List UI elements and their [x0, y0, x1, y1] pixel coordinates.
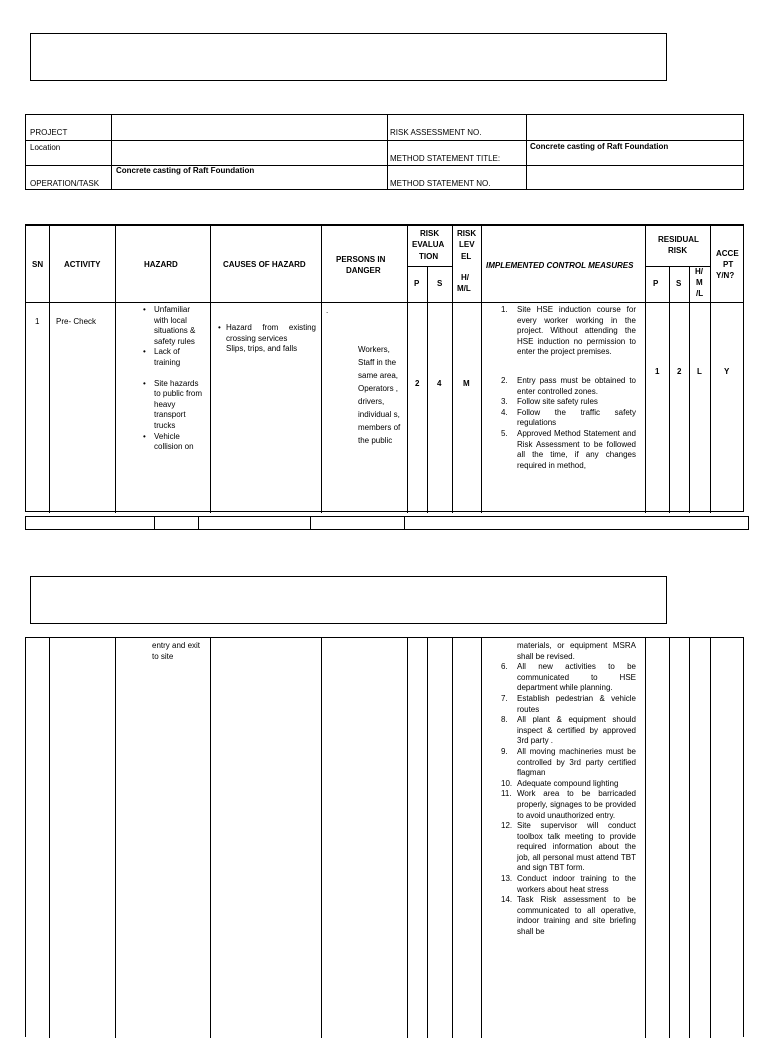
risk-table-continued: [25, 637, 744, 1037]
control-measure-number: 10.: [501, 778, 513, 788]
header-risk-level-1: RISK: [457, 229, 477, 238]
control-measure-text: Site HSE induction course for every worker working in the project. Without attending the HSE induction no permission to enter the project premises.: [517, 305, 636, 357]
header-causes: CAUSES OF HAZARD: [223, 260, 306, 269]
control-measure-text: Task Risk assessment to be communicated to all operative, indoor training and site briefing shall be: [517, 895, 636, 937]
control-measure-item: [501, 694, 636, 715]
control-measure-number: 9.: [501, 746, 508, 756]
control-measure-text: Entry pass must be obtained to enter controlled zones.: [517, 375, 636, 396]
control-measure-item: [501, 789, 636, 821]
header-risk-eval-2: EVALUA: [412, 240, 445, 249]
hazard-item: • Site hazards to public from heavy transport trucks: [154, 379, 204, 432]
control-measure-item: [501, 895, 636, 937]
method-statement-title-value: Concrete casting of Raft Foundation: [530, 142, 669, 151]
header-p: P: [414, 279, 420, 288]
header-persons-1: PERSONS IN: [336, 255, 386, 264]
control-measure-number: 12.: [501, 821, 513, 831]
control-measure-item: [501, 779, 636, 790]
hazard-item: • Lack of training: [154, 347, 204, 368]
header-control: IMPLEMENTED CONTROL MEASURES: [486, 261, 634, 270]
header-residual-h-2: M: [696, 278, 703, 287]
control-measure-text: Work area to be barricaded properly, signages to be provided to avoid unauthorized entry.: [517, 789, 636, 820]
control-measure-number: 7.: [501, 693, 508, 703]
control-measure-item: [501, 408, 636, 429]
header-risk-eval-3: TION: [419, 252, 439, 261]
header-residual-1: RESIDUAL: [658, 235, 699, 244]
control-measure-item: [501, 397, 636, 408]
info-table: [25, 114, 744, 190]
row-hazards: [142, 305, 204, 453]
header-risk-eval-1: RISK: [420, 229, 440, 238]
control-measure-text: Follow the traffic safety regulations: [517, 407, 636, 428]
control-measure-number: 8.: [501, 715, 508, 725]
page-header-box: [30, 33, 667, 81]
row-sn: 1: [35, 317, 40, 326]
persons-dot: .: [326, 306, 329, 315]
control-measure-item: [501, 821, 636, 874]
control-measure-text: Site supervisor will conduct toolbox talk meeting to provide required information about the job, all personal must attend TBT and sign TBT form.: [517, 821, 636, 873]
header-residual-h-1: H/: [695, 267, 703, 276]
control-measure-number: 1.: [501, 305, 508, 314]
control-measure-item: [501, 376, 636, 397]
hazard-item: • Unfamiliar with local situations & safety rules: [154, 305, 204, 347]
row-controls: [501, 305, 636, 471]
header-residual-2: RISK: [668, 246, 688, 255]
cause-2: Slips, trips, and falls: [226, 344, 298, 354]
control-measure-item: [501, 715, 636, 747]
control-measure-number: 2.: [501, 375, 508, 385]
control-measure-text: Establish pedestrian & vehicle routes: [517, 693, 636, 714]
cause-1: Hazard from existing crossing services: [226, 323, 316, 343]
location-label: Location: [30, 143, 61, 152]
row-residual-level: L: [697, 367, 702, 376]
control-measure-text: Follow site safety rules: [517, 397, 598, 407]
control-measure-text: Conduct indoor training to the workers about heat stress: [517, 874, 636, 894]
row-residual-p: 1: [655, 367, 660, 376]
control-measure-item: [501, 429, 636, 471]
header-accept-2: PT: [723, 260, 734, 269]
control-measure-item: [501, 305, 636, 358]
control-measure-text: All moving machineries must be controlled by 3rd party certified flagman: [517, 746, 636, 778]
control-continued-text: materials, or equipment MSRA shall be revised.: [517, 641, 636, 661]
method-statement-no-label: METHOD STATEMENT NO.: [390, 179, 491, 188]
control-measure-item: [501, 747, 636, 779]
control-measure-text: All plant & equipment should inspect & certified by approved 3rd party .: [517, 715, 636, 746]
control-measure-number: 6.: [501, 662, 508, 672]
row-activity: Pre- Check: [56, 317, 97, 326]
control-measure-number: 14.: [501, 895, 513, 905]
risk-table: [25, 224, 744, 512]
method-statement-title-label: METHOD STATEMENT TITLE:: [390, 154, 501, 163]
controls-continued: [501, 641, 636, 938]
control-measure-number: 4.: [501, 407, 508, 417]
control-measure-item: [501, 874, 636, 895]
header-hml-1: H/: [461, 273, 469, 282]
control-measure-number: 5.: [501, 428, 508, 438]
row-causes: • Hazard from existing crossing services Slips, trips, and falls: [218, 323, 316, 354]
header-accept-3: Y/N?: [716, 271, 735, 280]
header-accept-1: ACCE: [716, 249, 739, 258]
row-accept: Y: [724, 367, 730, 376]
control-measure-number: 3.: [501, 397, 508, 407]
control-measure-number: 11.: [501, 789, 512, 799]
header-activity: ACTIVITY: [64, 260, 101, 269]
header-sn: SN: [32, 260, 44, 269]
header-risk-level-2: LEV: [459, 240, 475, 249]
row-residual-s: 2: [677, 367, 682, 376]
control-measure-text: Approved Method Statement and Risk Assessment to be followed all the time, if any changes required in method,: [517, 428, 636, 470]
page-footer-strip: [25, 516, 749, 530]
header-residual-s: S: [676, 279, 682, 288]
header-persons-2: DANGER: [346, 266, 381, 275]
row-level: M: [463, 379, 470, 388]
header-hazard: HAZARD: [144, 260, 178, 269]
row-persons: Workers, Staff in the same area, Operators , drivers, individual s, members of the public: [358, 345, 401, 445]
control-measure-text: All new activities to be communicated to HSE department while planning.: [517, 662, 636, 693]
control-measure-number: 13.: [501, 874, 513, 884]
row-p: 2: [415, 379, 420, 388]
hazard-continued: entry and exit to site: [152, 641, 201, 661]
row-s: 4: [437, 379, 442, 388]
header-risk-level-3: EL: [461, 252, 472, 261]
header-s: S: [437, 279, 443, 288]
header-residual-p: P: [653, 279, 659, 288]
operation-value: Concrete casting of Raft Foundation: [116, 166, 255, 175]
header-hml-2: M/L: [457, 284, 471, 293]
risk-assessment-no-label: RISK ASSESSMENT NO.: [390, 128, 482, 137]
project-label: PROJECT: [30, 128, 68, 137]
operation-label: OPERATION/TASK: [30, 179, 100, 188]
control-measure-item: [501, 662, 636, 694]
hazard-item: • Vehicle collision on: [154, 432, 204, 453]
page2-header-box: [30, 576, 667, 624]
control-measure-text: Adequate compound lighting: [517, 778, 619, 788]
header-residual-h-3: /L: [696, 289, 704, 298]
